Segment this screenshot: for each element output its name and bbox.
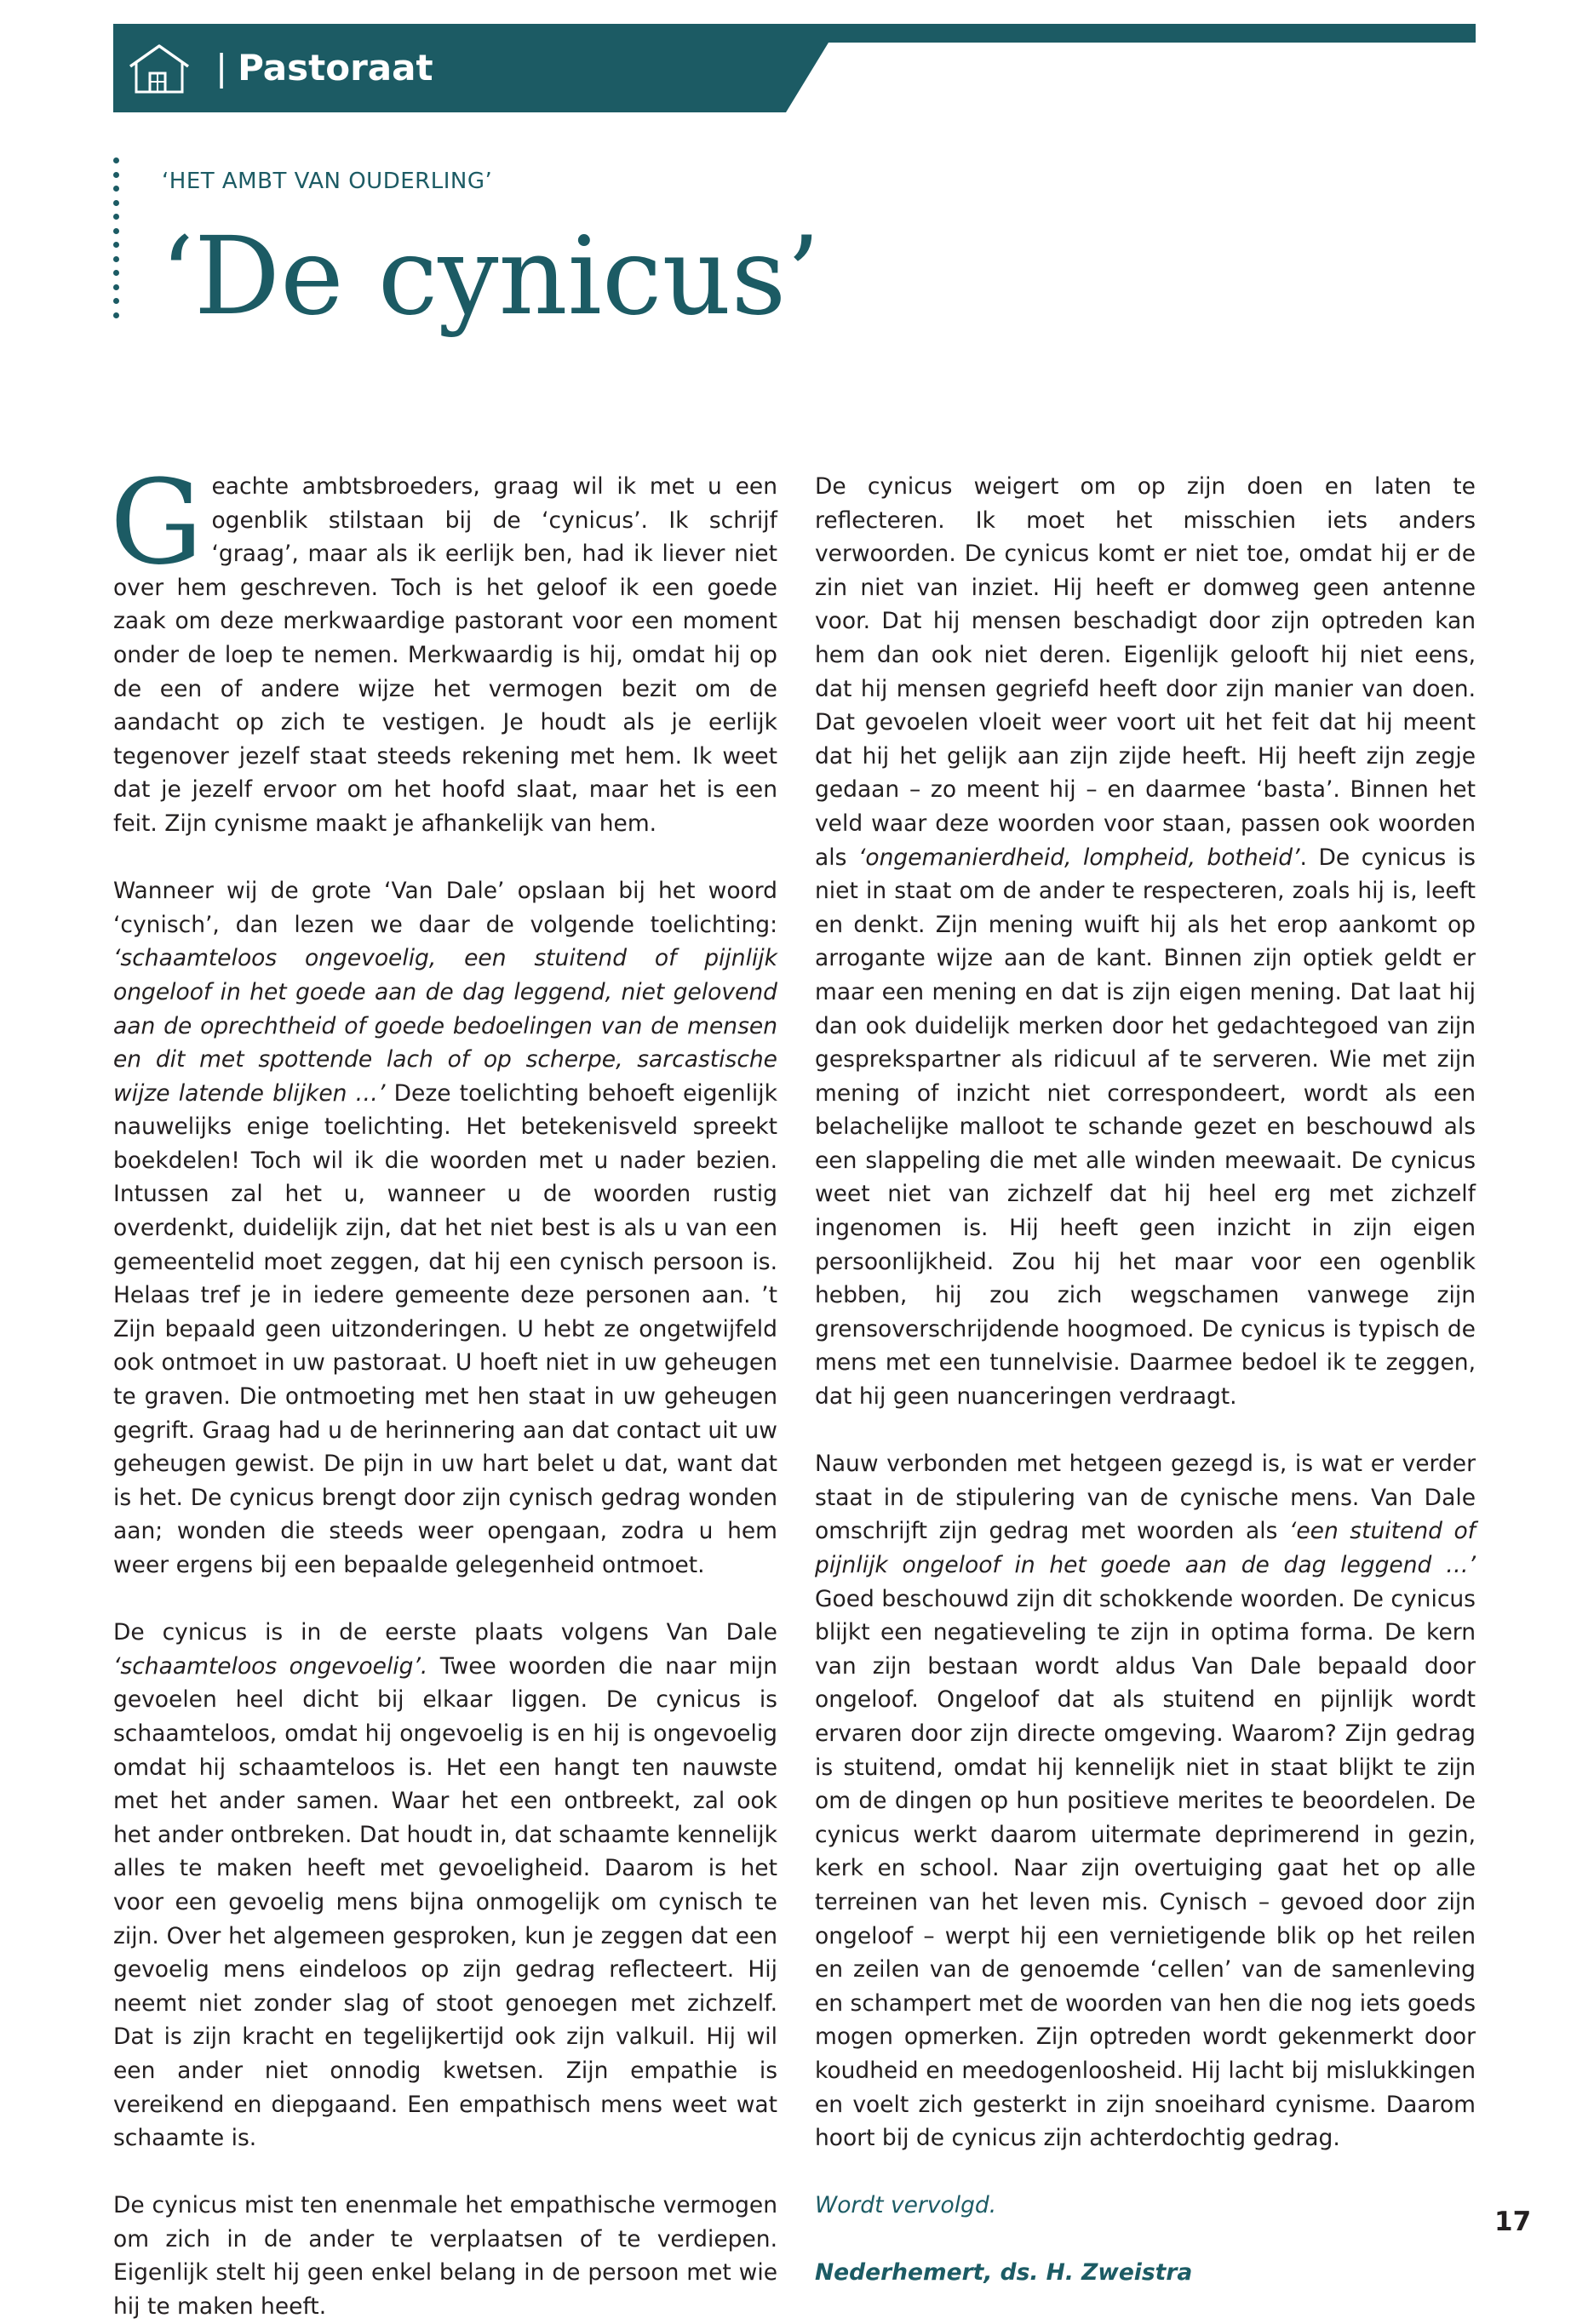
paragraph: De cynicus is in de eerste plaats volgens Van Dale ‘schaamteloos ongevoelig’. Twee woorden die naar mijn gevoelen heel dicht bij elkaar liggen. De cynicus is schaamteloos, omdat hij ongevoelig is en hij is ongevoelig omdat hij schaamteloos is. Het een hangt ten nauwste met het ander samen. Waar het een ontbreekt, zal ook het ander ontbreken. Dat houdt in, dat schaamte kennelijk alles te maken heeft met gevoeligheid. Daarom is het voor een gevoelig mens bijna onmogelijk om cynisch te zijn. Over het algemeen gesproken, kun je zeggen dat een gevoelig mens eindeloos op zijn gedrag reflecteert. Hij neemt niet zonder slag of stoot genoegen met zichzelf. Dat is zijn kracht en tegelijkertijd ook zijn valkuil. Hij wil een ander niet onnodig kwetsen. Zijn empathie is vereikend en diepgaand. Een empathisch mens weet wat schaamte is.: [113, 1619, 778, 2152]
drop-cap: G: [110, 455, 204, 591]
page-number: 17: [1494, 2207, 1532, 2237]
title-separator: |: [215, 47, 228, 89]
paragraph: Nauw verbonden met hetgeen gezegd is, is wat er verder staat in de stipulering van de cynische mens. Van Dale omschrijft zijn gedrag met woorden als ‘een stuitend of pijnlijk ongeloof in het goede aan de dag leggend …’ Goed beschouwd zijn dit schokkende woorden. De cynicus blijkt een negatieveling te zijn in optima forma. De kern van zijn bestaan wordt aldus Van Dale bepaald door ongeloof. Ongeloof dat als stuitend en pijnlijk wordt ervaren door zijn directe omgeving. Waarom? Zijn gedrag is stuitend, omdat hij kennelijk niet in staat blijkt te zijn om de dingen op hun positieve merites te beoordelen. De cynicus werkt daarom uitermate deprimerend in gezin, kerk en school. Naar zijn overtuiging gaat het op alle terreinen van het leven mis. Cynisch – gevoed door zijn ongeloof – werpt hij een vernietigende blik op het reilen en zeilen van de genoemde ‘cellen’ van de samenleving en schampert met de woorden van hen die nog iets goeds mogen opmerken. Zijn optreden wordt gekenmerkt door koudheid en meedogenloosheid. Hij lacht bij mislukkingen en voelt zich gesterkt in zijn snoeihard cynisme. Daarom hoort bij de cynicus zijn achterdochtig gedrag.: [815, 1451, 1476, 2152]
to-be-continued: Wordt vervolgd.: [815, 2192, 997, 2219]
article-title: ‘De cynicus’: [160, 214, 821, 339]
text-column-right: [815, 470, 1476, 2290]
section-name: Pastoraat: [238, 47, 433, 89]
house-icon: [127, 41, 192, 95]
author-signature: Nederhemert, ds. H. Zweistra: [815, 2259, 1193, 2287]
paragraph: De cynicus mist ten enenmale het empathische vermogen om zich in de ander te verplaatsen of te verdiepen. Eigenlijk stelt hij geen enkel belang in de persoon met wie hij te maken heeft.: [113, 2192, 777, 2321]
section-header: [113, 24, 1476, 112]
dictionary-quote: ‘een stuitend of pijnlijk ongeloof in het goede aan de dag leggend …’: [815, 1518, 1476, 1578]
section-title: [215, 43, 433, 94]
dotted-rule: [113, 157, 120, 326]
dictionary-quote: ‘schaamteloos ongevoelig’.: [113, 1652, 428, 1680]
text-column-left: [110, 455, 778, 2324]
dictionary-quote: ‘schaamteloos ongevoelig, een stuitend of pijnlijk ongeloof in het goede aan de dag leggend, niet gelovend aan de oprechtheid of goede bedoelingen van de mensen en dit met spottende lach of op scherpe, sarcastische wijze latende blijken …’: [113, 945, 777, 1107]
article-kicker: ‘HET AMBT VAN OUDERLING’: [162, 169, 493, 194]
paragraph: Geachte ambtsbroeders, graag wil ik met u een ogenblik stilstaan bij de ‘cynicus’. Ik schrijf ‘graag’, maar als ik eerlijk ben, had ik liever niet over hem geschreven. Toch is het geloof ik een goede zaak om deze merkwaardige pastorant voor een moment onder de loep te nemen. Merkwaardig is hij, omdat hij op de een of andere wijze het vermogen bezit om de aandacht op zich te vestigen. Je houdt als je eerlijk tegenover jezelf staat steeds rekening met hem. Ik weet dat je jezelf ervoor om het hoofd slaat, maar het is een feit. Zijn cynisme maakt je afhankelijk van hem.: [110, 455, 777, 837]
paragraph: Wanneer wij de grote ‘Van Dale’ opslaan bij het woord ‘cynisch’, dan lezen we daar de volgende toelichting: ‘schaamteloos ongevoelig, een stuitend of pijnlijk ongeloof in het goede aan de dag leggend, niet gelovend aan de oprechtheid of goede bedoelingen van de mensen en dit met spottende lach of op scherpe, sarcastische wijze latende blijken …’ Deze toelichting behoeft eigenlijk nauwelijks enige toelichting. Het betekenisveld spreekt boekdelen! Toch wil ik die woorden met u nader bezien. Intussen zal het u, wanneer u de woorden rustig overdenkt, duidelijk zijn, dat het niet best is als u van een gemeentelid moet zeggen, dat hij een cynisch persoon is. Helaas tref je in iedere gemeente deze personen aan. ’t Zijn bepaald geen uitzonderingen. U hebt ze ongetwijfeld ook ontmoet in uw pastoraat. U hoeft niet in uw geheugen te graven. Die ontmoeting met hen staat in uw geheugen gegrift. Graag had u de herinnering aan dat contact uit uw geheugen gewist. De pijn in uw hart belet u dat, want dat is het. De cynicus brengt door zijn cynisch gedrag wonden aan; wonden die steeds weer opengaan, zodra u hem weer ergens bij een bepaalde gelegenheid ontmoet.: [113, 878, 777, 1578]
paragraph: De cynicus weigert om op zijn doen en laten te reflecteren. Ik moet het misschien iets anders verwoorden. De cynicus komt er niet toe, omdat hij er de zin niet van inziet. Hij heeft er domweg geen antenne voor. Dat hij mensen beschadigt door zijn optreden kan hem dan ook niet deren. Eigenlijk gelooft hij niet eens, dat hij mensen gegriefd heeft door zijn manier van doen. Dat gevoelen vloeit weer voort uit het feit dat hij meent dat hij het gelijk aan zijn zijde heeft. Hij heeft zijn zegje gedaan – zo meent hij – en daarmee ‘basta’. Binnen het veld waar deze woorden voor staan, passen ook woorden als ‘ongemanierdheid, lompheid, botheid’. De cynicus is niet in staat om de ander te respecteren, zoals hij is, leeft en denkt. Zijn mening wuift hij als het erop aankomt op arrogante wijze aan de kant. Binnen zijn optiek geldt er maar een mening en dat is zijn eigen mening. Dat laat hij dan ook duidelijk merken door het gedachtegoed van zijn gesprekspartner als ridicuul af te serveren. Wie met zijn mening of inzicht niet correspondeert, wordt als een belachelijke malloot te schande gezet en beschouwd als een slappeling die met alle winden meewaait. De cynicus weet niet van zichzelf dat hij heel erg met zichzelf ingenomen is. Hij heeft geen inzicht in zijn eigen persoonlijkheid. Zou hij het maar voor een ogenblik hebben, hij zou zich wegschamen vanwege zijn grensoverschrijdende hoogmoed. De cynicus is typisch de mens met een tunnelvisie. Daarmee bedoel ik te zeggen, dat hij geen nuanceringen verdraagt.: [815, 473, 1476, 1411]
dictionary-quote: ‘ongemanierdheid, lompheid, botheid’: [857, 844, 1300, 871]
